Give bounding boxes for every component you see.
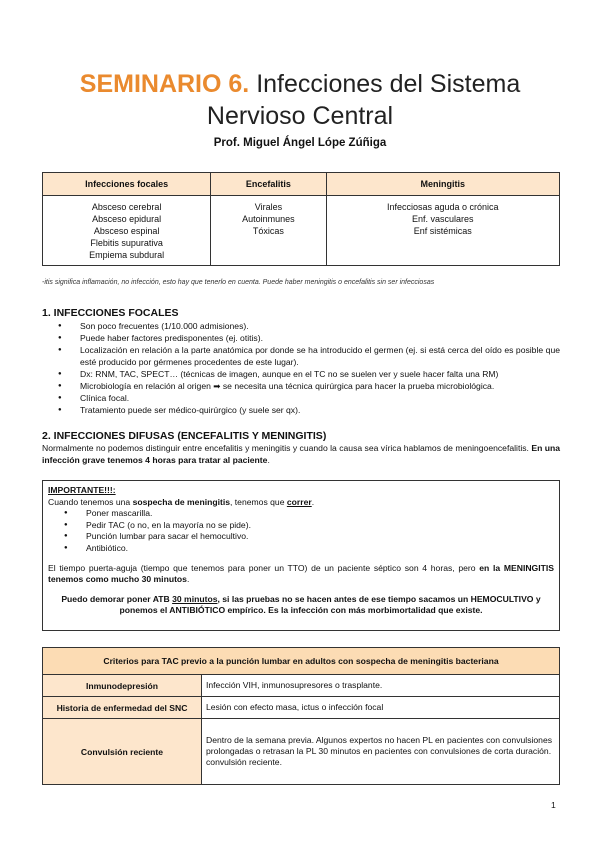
time-a: El tiempo puerta-aguja (tiempo que tenemos para poner un TTO) de un paciente séptico son 4 horas, pero: [48, 562, 480, 573]
section2-paragraph: [42, 443, 560, 466]
list-item: ● Puede haber factores predisponentes (ej. otitis).: [80, 332, 560, 344]
time-paragraph: [48, 563, 554, 586]
time-b: en la MENINGITIS tenemos como mucho 30 minutos: [48, 562, 554, 585]
cell-item: Absceso espinal: [93, 226, 160, 236]
row-label: Inmunodepresión: [43, 675, 202, 697]
section2-heading: 2. INFECCIONES DIFUSAS (ENCEFALITIS Y MENINGITIS): [42, 430, 327, 442]
important-title: IMPORTANTE!!!:: [48, 485, 116, 495]
final-c: , si las pruebas no se hacen antes de ese tiempo sacamos un HEMOCULTIVO y ponemos el ANTIBIÓTICO empírico. Es la infección con más morbimortalidad que existe.: [119, 593, 541, 616]
row-value-main: Dentro de la semana previa. Algunos expertos no hacen PL en pacientes con convulsiones prolongadas o retrasan la PL 30 minutos en pacientes con convulsiones de corta duración.: [206, 735, 553, 756]
author: Prof. Miguel Ángel Lópe Zúñiga: [213, 137, 387, 149]
list-item: ● Localización en relación a la parte anatómica por donde se ha introducido el germen (ej. si está cerca del oído es posible que esté producido por gérmenes procedentes de este lugar).: [80, 344, 560, 368]
cell-item: Virales: [254, 202, 283, 212]
cell-item: Absceso cerebral: [91, 202, 162, 212]
intro-c: , tenemos que: [230, 496, 287, 507]
steps-list: [48, 508, 554, 554]
cell-item: Enf. vasculares: [412, 214, 474, 224]
intro-b: sospecha de meningitis: [132, 496, 231, 507]
cell-item: Empiema subdural: [89, 250, 165, 260]
summary-table: [42, 172, 560, 266]
list-item: ● Tratamiento puede ser médico-quirúrgico (y suele ser qx).: [80, 404, 560, 416]
intro-e: .: [311, 496, 315, 507]
intro-d: correr: [286, 496, 312, 507]
list-item: ● Punción lumbar para sacar el hemocultivo.: [86, 531, 554, 543]
page-number: 1: [551, 800, 556, 810]
col-header-meningitis: Meningitis: [326, 173, 559, 196]
row-value: Infección VIH, inmunosupresores o trasplante.: [202, 675, 560, 697]
cell-encefalitis: [211, 196, 326, 266]
cell-item: Autoinmunes: [242, 214, 295, 224]
cell-focales: [43, 196, 211, 266]
list-item: ● Poner mascarilla.: [86, 508, 554, 520]
time-c: .: [186, 574, 190, 585]
cell-item: Enf sistémicas: [413, 226, 472, 236]
title-line1: Infecciones del Sistema: [256, 70, 521, 98]
title-line2: Nervioso Central: [206, 102, 394, 130]
cell-item: Absceso epidural: [92, 214, 162, 224]
list-item: ● Microbiología en relación al origen ➡ se necesita una técnica quirúrgica para hacer la prueba microbiológica.: [80, 380, 560, 392]
criteria-table: [42, 647, 560, 785]
intro-a: Cuando tenemos una: [48, 496, 133, 507]
seminar-label: SEMINARIO 6.: [79, 70, 250, 98]
list-item: ● Dx: RNM, TAC, SPECT… (técnicas de imagen, aunque en el TC no se suelen ver y suele hacer falta una RM): [80, 368, 560, 380]
para-end: .: [267, 454, 270, 465]
cell-meningitis: [326, 196, 559, 266]
row-label: Historia de enfermedad del SNC: [43, 697, 202, 719]
final-a: Puedo demorar poner ATB: [61, 593, 173, 604]
final-b: 30 minutos: [172, 593, 218, 604]
list-item: ● Pedir TAC (o no, en la mayoría no se pide).: [86, 520, 554, 532]
col-header-encefalitis: Encefalitis: [211, 173, 326, 196]
itis-note: -itis significa inflamación, no infección, esto hay que tenerlo en cuenta. Puede haber meningitis o encefalitis sin ser infecciosas: [42, 279, 435, 286]
row-label: Convulsión reciente: [43, 719, 202, 785]
important-box: [42, 480, 560, 631]
para-text: Normalmente no podemos distinguir entre encefalitis y meningitis y cuando la causa sea vírica hablamos de meningoencefalitis.: [42, 443, 529, 453]
list-item: ● Son poco frecuentes (1/10.000 admisiones).: [80, 320, 560, 332]
row-value-extra: convulsión reciente.: [206, 757, 282, 767]
cell-item: Infecciosas aguda o crónica: [386, 202, 499, 212]
col-header-focales: Infecciones focales: [43, 173, 211, 196]
section1-heading: 1. INFECCIONES FOCALES: [42, 307, 179, 319]
cell-item: Tóxicas: [252, 226, 284, 236]
list-item: ● Clínica focal.: [80, 392, 560, 404]
section1-list: [42, 320, 560, 416]
list-item: ● Antibiótico.: [86, 543, 554, 555]
important-intro: [48, 497, 554, 509]
para-bold: En una infección grave tenemos 4 horas para tratar al paciente: [42, 443, 561, 465]
page-title: [0, 68, 600, 132]
criteria-title: Criterios para TAC previo a la punción lumbar en adultos con sospecha de meningitis bacteriana: [43, 648, 560, 675]
final-paragraph: [48, 594, 554, 617]
row-value: Lesión con efecto masa, ictus o infección focal: [202, 697, 560, 719]
row-value: [202, 719, 560, 785]
cell-item: Flebitis supurativa: [90, 238, 163, 248]
